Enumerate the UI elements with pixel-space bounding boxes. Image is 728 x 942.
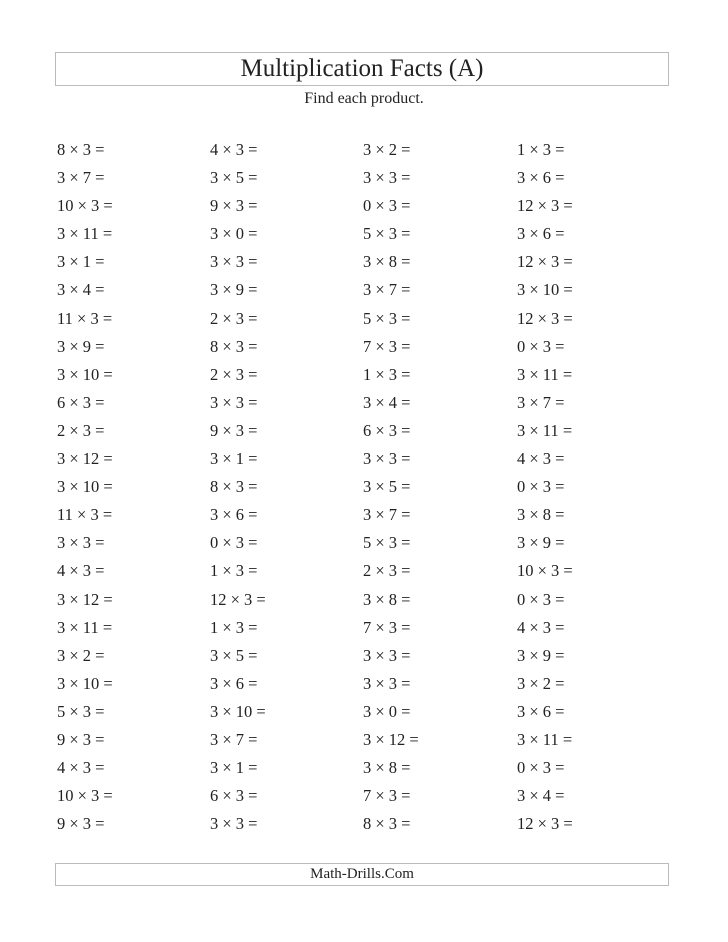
multiplication-problem: 3 × 6 = [517,224,565,244]
multiplication-problem: 4 × 3 = [57,561,105,581]
multiplication-problem: 3 × 4 = [517,786,565,806]
multiplication-problem: 3 × 5 = [210,168,258,188]
footer-site-name: Math-Drills.Com [310,866,414,882]
multiplication-problem: 10 × 3 = [57,196,113,216]
worksheet-title-box [55,52,669,86]
multiplication-problem: 3 × 11 = [517,420,573,440]
multiplication-problem: 3 × 9 = [57,336,105,356]
multiplication-problem: 3 × 3 = [210,392,258,412]
multiplication-problem: 2 × 3 = [57,420,105,440]
multiplication-problem: 4 × 3 = [210,140,258,159]
multiplication-problem: 3 × 10 = [57,477,113,497]
multiplication-problem: 3 × 3 = [210,252,258,272]
multiplication-problem: 11 × 3 = [57,505,113,525]
multiplication-problem: 2 × 3 = [363,561,411,581]
multiplication-problem: 3 × 6 = [210,673,258,693]
multiplication-problem: 1 × 3 = [517,140,565,159]
multiplication-problem: 5 × 3 = [363,224,411,244]
multiplication-problem: 3 × 7 = [57,168,105,188]
multiplication-problem: 6 × 3 = [210,786,258,806]
multiplication-problem: 12 × 3 = [517,308,573,328]
multiplication-problem: 3 × 6 = [210,505,258,525]
multiplication-problem: 0 × 3 = [517,477,565,497]
multiplication-problem: 12 × 3 = [517,196,573,216]
multiplication-problem: 2 × 3 = [210,308,258,328]
multiplication-problem: 3 × 1 = [57,252,105,272]
multiplication-problem: 3 × 0 = [210,224,258,244]
multiplication-problem: 8 × 3 = [210,477,258,497]
multiplication-problem: 8 × 3 = [57,140,105,159]
problem-column [57,136,113,838]
multiplication-problem: 3 × 11 = [57,617,113,637]
multiplication-problem: 3 × 7 = [363,280,411,300]
multiplication-problem: 3 × 8 = [363,589,411,609]
multiplication-problem: 3 × 7 = [517,392,565,412]
multiplication-problem: 3 × 12 = [57,449,113,469]
multiplication-problem: 7 × 3 = [363,786,411,806]
multiplication-problem: 1 × 3 = [363,364,411,384]
multiplication-problem: 3 × 2 = [517,673,565,693]
multiplication-problem: 3 × 2 = [363,140,411,159]
problem-column [517,136,573,838]
multiplication-problem: 9 × 3 = [57,814,105,834]
multiplication-problem: 3 × 4 = [57,280,105,300]
multiplication-problem: 1 × 3 = [210,561,258,581]
multiplication-problem: 9 × 3 = [210,420,258,440]
multiplication-problem: 3 × 5 = [363,477,411,497]
multiplication-problem: 3 × 3 = [57,533,105,553]
multiplication-problem: 3 × 10 = [210,701,266,721]
multiplication-problem: 11 × 3 = [57,308,113,328]
multiplication-problem: 3 × 12 = [363,729,419,749]
multiplication-problem: 3 × 3 = [363,449,411,469]
multiplication-problem: 7 × 3 = [363,617,411,637]
multiplication-problem: 8 × 3 = [210,336,258,356]
multiplication-problem: 1 × 3 = [210,617,258,637]
multiplication-problem: 3 × 9 = [210,280,258,300]
multiplication-problem: 3 × 12 = [57,589,113,609]
multiplication-problem: 0 × 3 = [517,758,565,778]
multiplication-problem: 3 × 3 = [210,814,258,834]
multiplication-problem: 5 × 3 = [57,701,105,721]
multiplication-problem: 3 × 11 = [517,364,573,384]
multiplication-problem: 0 × 3 = [363,196,411,216]
multiplication-problem: 3 × 8 = [517,505,565,525]
multiplication-problem: 3 × 8 = [363,252,411,272]
multiplication-problem: 8 × 3 = [363,814,411,834]
multiplication-problem: 3 × 11 = [517,729,573,749]
multiplication-problem: 3 × 3 = [363,168,411,188]
problem-column [363,136,419,838]
multiplication-problem: 12 × 3 = [210,589,266,609]
multiplication-problem: 3 × 1 = [210,449,258,469]
multiplication-problem: 3 × 7 = [210,729,258,749]
worksheet-title: Multiplication Facts (A) [240,55,484,82]
multiplication-problem: 3 × 0 = [363,701,411,721]
multiplication-problem: 3 × 10 = [517,280,573,300]
multiplication-problem: 3 × 10 = [57,364,113,384]
multiplication-problem: 3 × 10 = [57,673,113,693]
multiplication-problem: 3 × 7 = [363,505,411,525]
multiplication-problem: 4 × 3 = [517,449,565,469]
multiplication-problem: 0 × 3 = [517,336,565,356]
multiplication-problem: 4 × 3 = [517,617,565,637]
multiplication-problem: 10 × 3 = [57,786,113,806]
multiplication-problem: 3 × 2 = [57,645,105,665]
problem-column [210,136,266,838]
multiplication-problem: 6 × 3 = [363,420,411,440]
multiplication-problem: 3 × 6 = [517,168,565,188]
footer [55,863,669,886]
multiplication-problem: 12 × 3 = [517,814,573,834]
multiplication-problem: 7 × 3 = [363,336,411,356]
multiplication-problem: 0 × 3 = [517,589,565,609]
multiplication-problem: 12 × 3 = [517,252,573,272]
multiplication-problem: 9 × 3 = [57,729,105,749]
multiplication-problem: 3 × 6 = [517,701,565,721]
multiplication-problem: 3 × 3 = [363,645,411,665]
multiplication-problem: 3 × 1 = [210,758,258,778]
multiplication-problem: 3 × 11 = [57,224,113,244]
multiplication-problem: 5 × 3 = [363,533,411,553]
multiplication-problem: 10 × 3 = [517,561,573,581]
multiplication-problem: 3 × 5 = [210,645,258,665]
multiplication-problem: 3 × 3 = [363,673,411,693]
multiplication-problem: 3 × 4 = [363,392,411,412]
instructions: Find each product. [304,90,424,107]
multiplication-problem: 9 × 3 = [210,196,258,216]
multiplication-problem: 4 × 3 = [57,758,105,778]
multiplication-problem: 6 × 3 = [57,392,105,412]
multiplication-problem: 3 × 8 = [363,758,411,778]
multiplication-problem: 3 × 9 = [517,533,565,553]
multiplication-problem: 2 × 3 = [210,364,258,384]
multiplication-problem: 5 × 3 = [363,308,411,328]
multiplication-problem: 0 × 3 = [210,533,258,553]
multiplication-problem: 3 × 9 = [517,645,565,665]
